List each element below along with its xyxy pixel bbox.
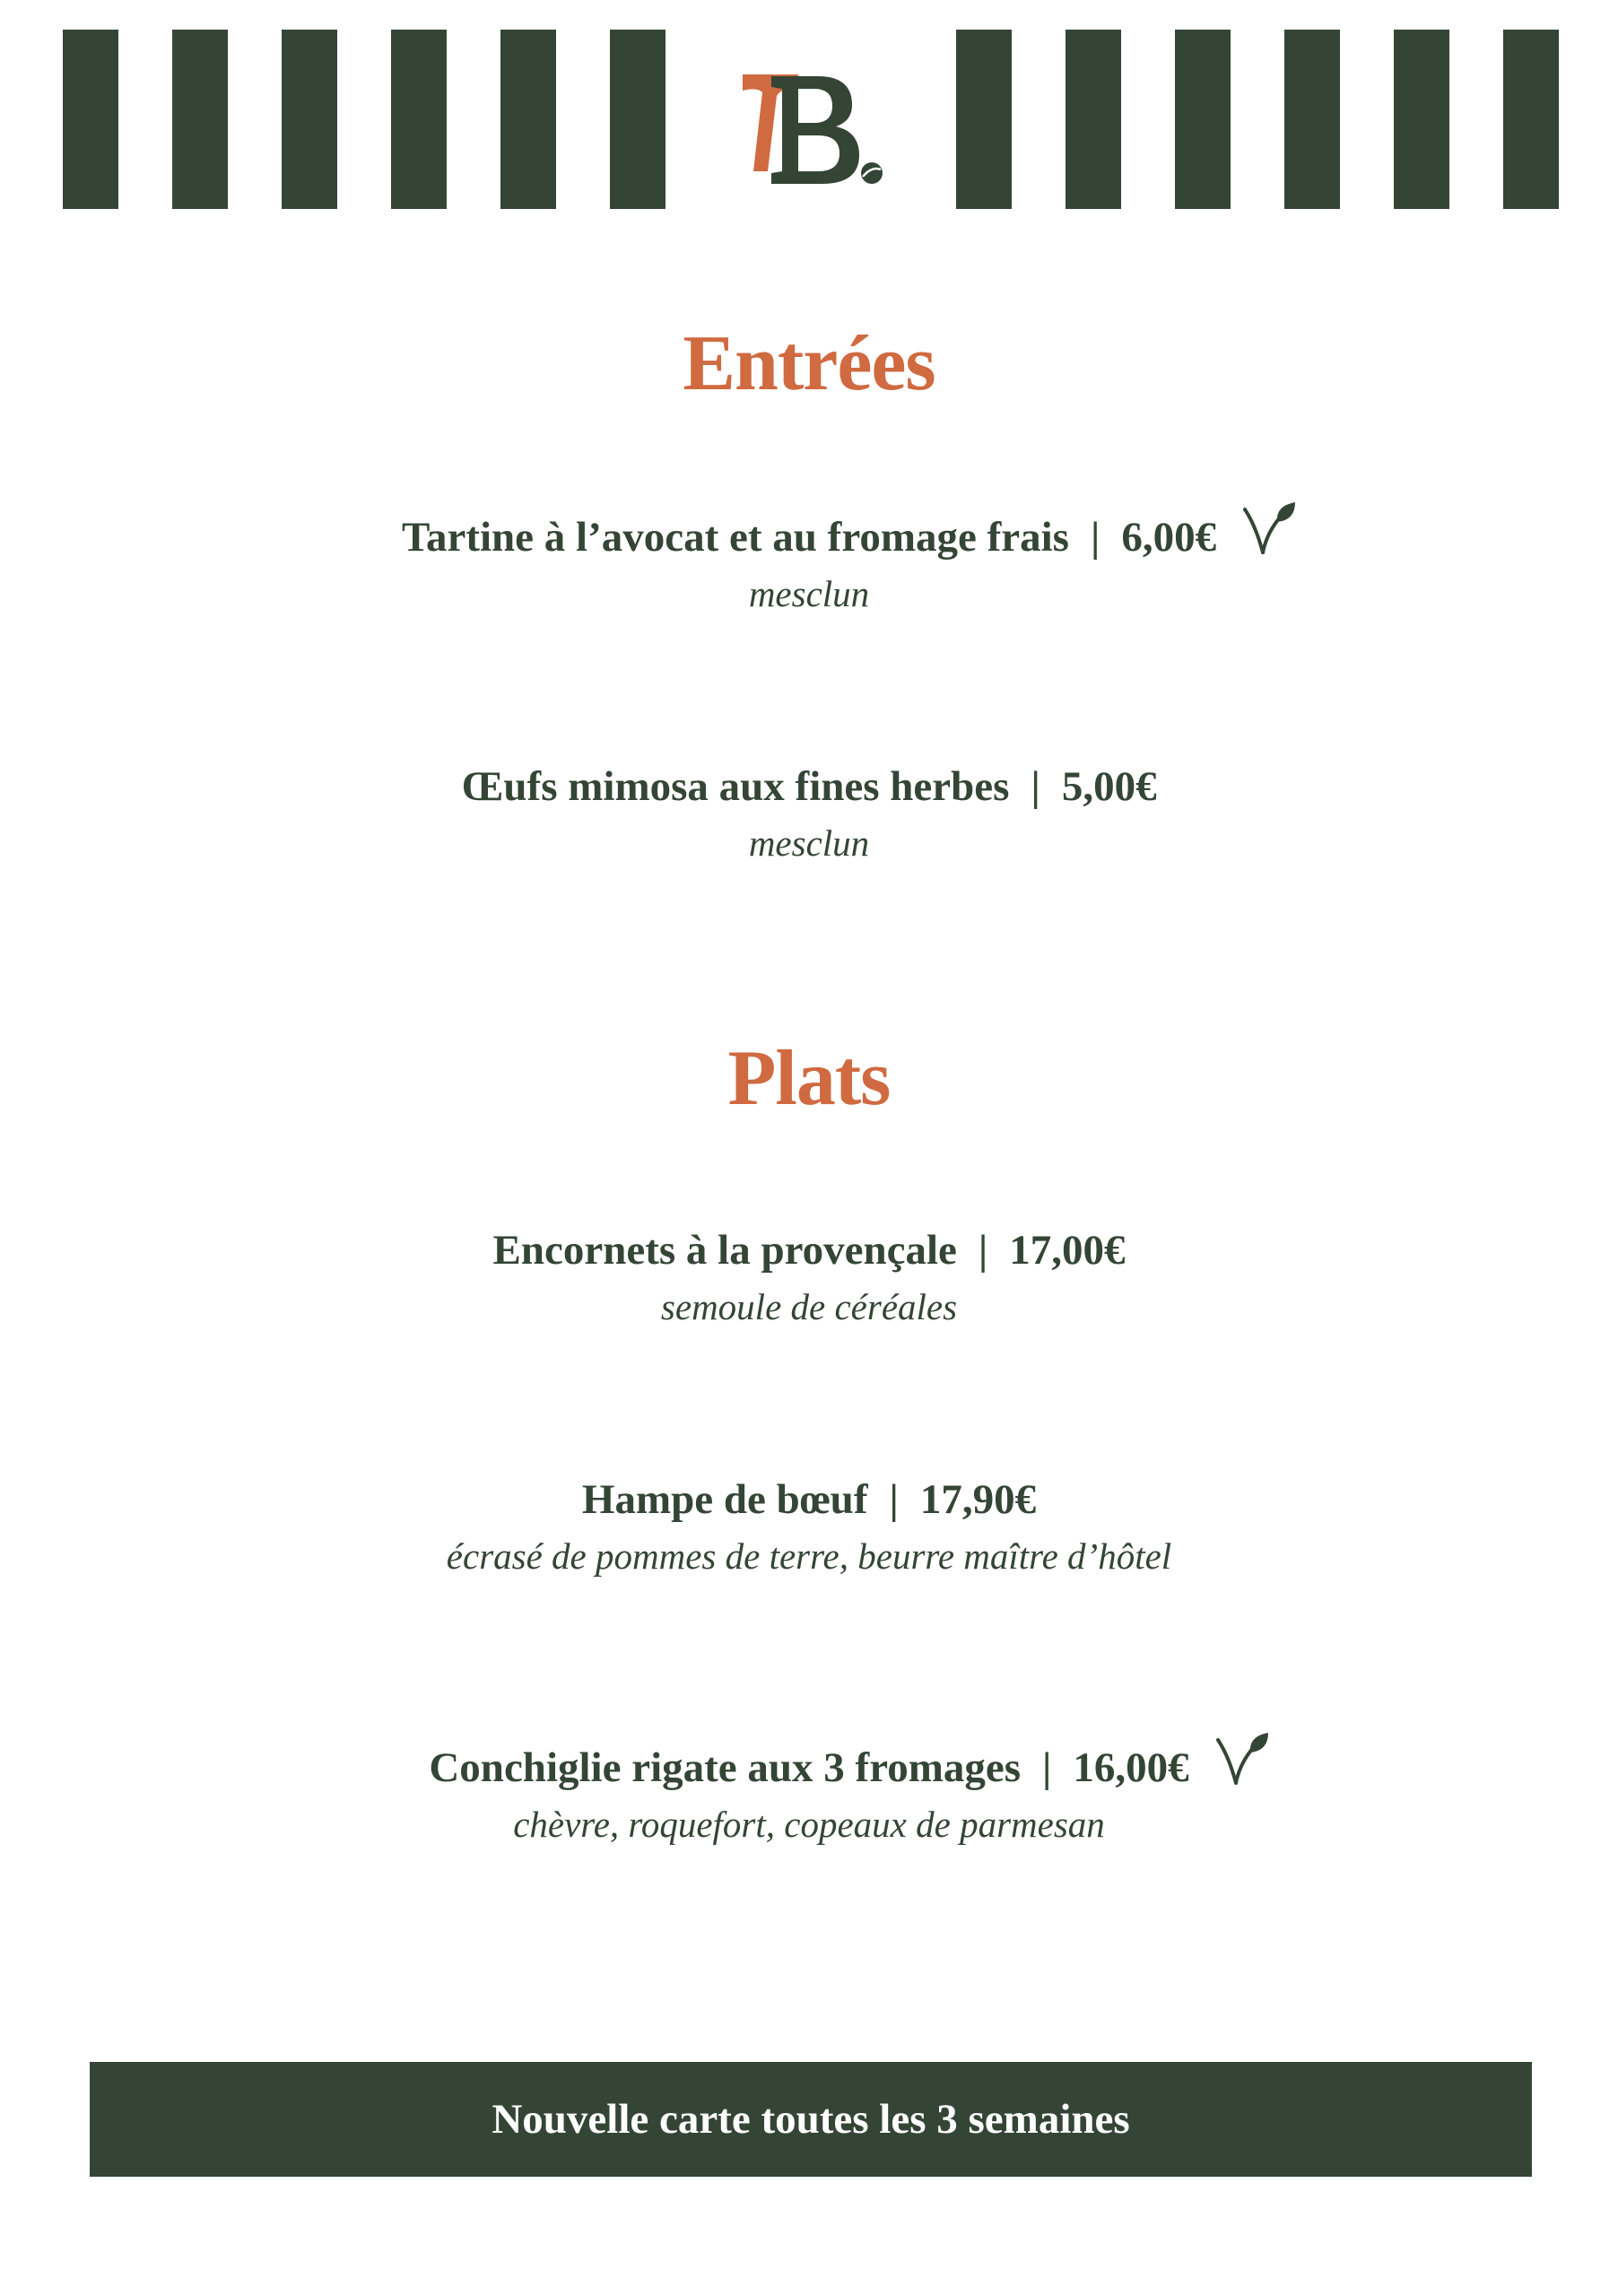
dish-price: 16,00€ [1073,1744,1189,1791]
dish-heading [429,1744,1188,1792]
dish-name: Conchiglie rigate aux 3 fromages [429,1744,1022,1791]
separator: | [978,1227,988,1274]
stripe [1284,30,1340,209]
dish-heading [582,1475,1036,1524]
stripe [1394,30,1449,209]
menu-item [0,1475,1618,1578]
dish-description: écrasé de pommes de terre, beurre maître d’hôtel [446,1535,1172,1577]
stripe [610,30,665,209]
stripe [1066,30,1121,209]
separator: | [1042,1744,1052,1791]
stripe [282,30,337,209]
stripe [391,30,447,209]
dish-description: mesclun [748,573,870,614]
menu-item [0,1744,1618,1846]
dish-heading [493,1226,1126,1274]
stripe [956,30,1012,209]
dish-name: Encornets à la provençale [492,1227,957,1274]
menu-item [0,1226,1618,1328]
separator: | [1090,514,1100,561]
dish-price: 17,00€ [1009,1227,1126,1274]
stripe [500,30,556,209]
dish-description: semoule de céréales [660,1286,958,1327]
section-title-plats: Plats [727,1035,891,1122]
dish-name: Hampe de bœuf [581,1476,868,1523]
vegetarian-leaf-icon [1213,1729,1275,1792]
footer-banner [90,2062,1532,2177]
menu-item [0,513,1618,615]
footer-text: Nouvelle carte toutes les 3 semaines [491,2096,1130,2143]
separator: | [1031,763,1040,810]
dish-name: Tartine à l’avocat et au fromage frais [401,514,1069,561]
vegetarian-leaf-icon [1240,499,1302,561]
section-title-entrees: Entrées [683,320,935,407]
dish-price: 5,00€ [1061,763,1157,810]
dish-heading [461,762,1156,811]
stripe [63,30,118,209]
brand-logo [735,65,897,200]
header-stripes [0,30,1618,209]
separator: | [889,1476,899,1523]
stripe [1175,30,1231,209]
stripe [172,30,228,209]
dish-price: 6,00€ [1121,514,1217,561]
dish-description: mesclun [748,822,870,864]
menu-item [0,762,1618,865]
dish-description: chèvre, roquefort, copeaux de parmesan [513,1804,1105,1845]
dish-name: Œufs mimosa aux fines herbes [461,763,1010,810]
stripe [1503,30,1559,209]
dish-price: 17,90€ [919,1476,1037,1523]
dish-heading [402,513,1216,561]
